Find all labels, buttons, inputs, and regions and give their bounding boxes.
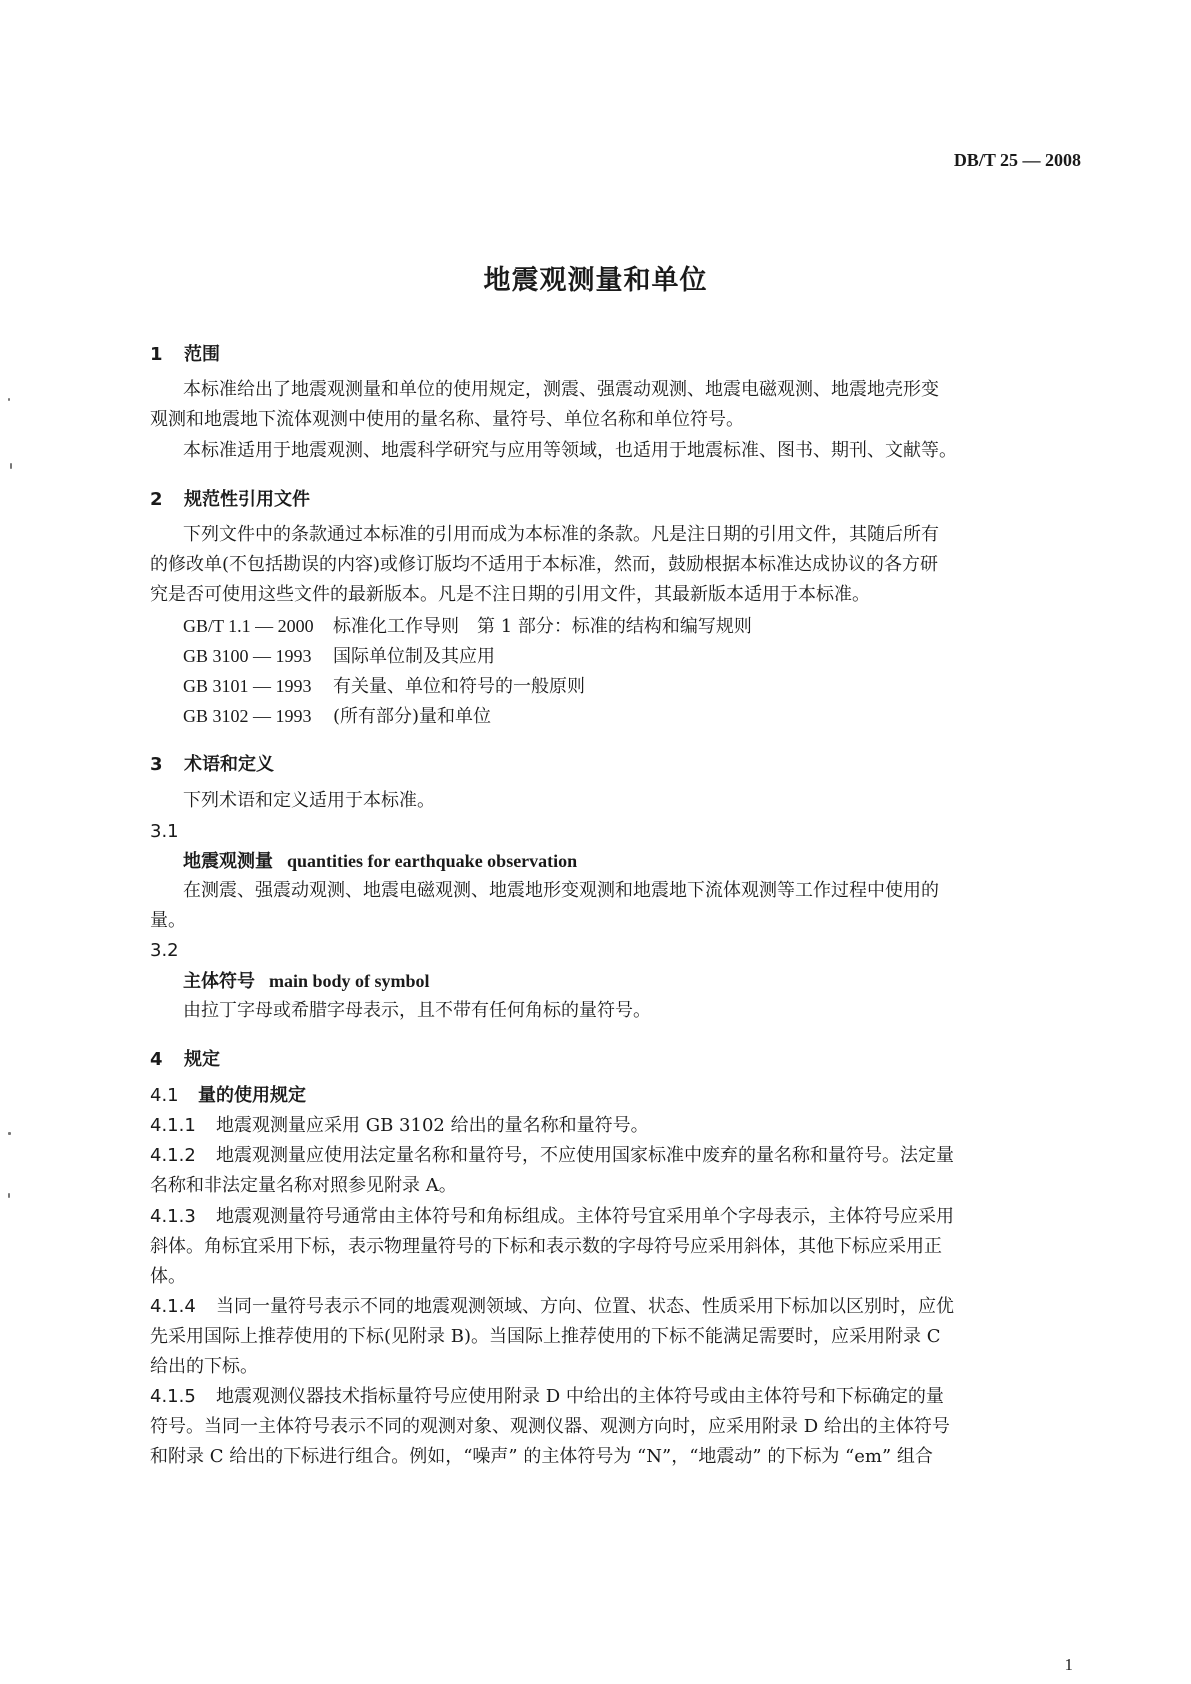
scan-speck (10, 463, 12, 469)
clause-line: 给出的下标。 (150, 1356, 258, 1377)
paragraph-line: 下列术语和定义适用于本标准。 (183, 790, 435, 811)
reference-code: GB/T 1.1 — 2000 (183, 616, 314, 636)
clause-text: 地震观测量符号通常由主体符号和角标组成。主体符号宜采用单个字母表示，主体符号应采用 (216, 1206, 954, 1227)
clause-line: 斜体。角标宜采用下标，表示物理量符号的下标和表示数的字母符号应采用斜体，其他下标应采用正 (150, 1236, 942, 1257)
subsection-number: 4.1 (150, 1085, 179, 1106)
term-definition: 量。 (150, 910, 186, 931)
reference-code: GB 3101 — 1993 (183, 676, 312, 696)
section-title: 规范性引用文件 (184, 489, 310, 510)
term-chinese: 主体符号 (183, 971, 255, 992)
subsection-heading (150, 1081, 306, 1111)
paragraph-line: 下列文件中的条款通过本标准的引用而成为本标准的条款。凡是注日期的引用文件，其随后所有 (183, 524, 939, 545)
reference-name: 标准化工作导则 第 1 部分：标准的结构和编写规则 (333, 616, 752, 637)
reference-item (183, 611, 752, 642)
section-number: 4 (150, 1049, 163, 1070)
section-heading-2 (150, 485, 310, 511)
clause-line: 体。 (150, 1266, 186, 1287)
section-title: 术语和定义 (184, 754, 274, 775)
reference-name: 有关量、单位和符号的一般原则 (333, 676, 585, 697)
section-title: 规定 (184, 1049, 220, 1070)
term-english: main body of symbol (269, 971, 430, 991)
paragraph-line: 观测和地震地下流体观测中使用的量名称、量符号、单位名称和单位符号。 (150, 409, 744, 430)
clause-line: 符号。当同一主体符号表示不同的观测对象、观测仪器、观测方向时，应采用附录 D 给出的主体符号 (150, 1416, 950, 1437)
clause-line (150, 1111, 649, 1141)
term-number: 3.1 (150, 821, 179, 842)
term-english: quantities for earthquake observation (287, 851, 578, 871)
section-title: 范围 (184, 344, 220, 365)
clause-text: 地震观测量应采用 GB 3102 给出的量名称和量符号。 (216, 1115, 649, 1136)
paragraph-line: 本标准给出了地震观测量和单位的使用规定，测震、强震动观测、地震电磁观测、地震地壳形变 (183, 379, 939, 400)
reference-code: GB 3102 — 1993 (183, 706, 312, 726)
clause-line (150, 1141, 954, 1171)
reference-item (183, 701, 491, 732)
clause-number: 4.1.1 (150, 1115, 196, 1136)
clause-line (150, 1202, 954, 1232)
clause-line (150, 1382, 944, 1412)
reference-name: (所有部分)量和单位 (333, 706, 492, 727)
reference-name: 国际单位制及其应用 (333, 646, 495, 667)
section-heading-1 (150, 340, 220, 366)
scan-speck (8, 398, 10, 401)
scan-speck (8, 1193, 10, 1198)
term-definition: 由拉丁字母或希腊字母表示，且不带有任何角标的量符号。 (183, 1000, 651, 1021)
clause-text: 当同一量符号表示不同的地震观测领域、方向、位置、状态、性质采用下标加以区别时，应优 (216, 1296, 954, 1317)
reference-item (183, 671, 585, 702)
scan-speck (8, 1132, 11, 1135)
page-title: 地震观测量和单位 (483, 265, 708, 296)
paragraph-line: 的修改单(不包括勘误的内容)或修订版均不适用于本标准，然而，鼓励根据本标准达成协议的各方研 (150, 554, 939, 575)
standard-code: DB/T 25 — 2008 (953, 150, 1081, 170)
clause-text: 地震观测仪器技术指标量符号应使用附录 D 中给出的主体符号或由主体符号和下标确定的量 (216, 1386, 944, 1407)
paragraph-line: 究是否可使用这些文件的最新版本。凡是不注日期的引用文件，其最新版本适用于本标准。 (150, 584, 870, 605)
term-definition: 在测震、强震动观测、地震电磁观测、地震地形变观测和地震地下流体观测等工作过程中使用的 (183, 880, 939, 901)
clause-text: 地震观测量应使用法定量名称和量符号，不应使用国家标准中废弃的量名称和量符号。法定量 (216, 1145, 954, 1166)
clause-line: 名称和非法定量名称对照参见附录 A。 (150, 1175, 457, 1196)
clause-line: 和附录 C 给出的下标进行组合。例如，“噪声” 的主体符号为 “N”，“地震动” 的下标为 “em” 组合 (150, 1446, 933, 1467)
clause-line (150, 1292, 954, 1322)
clause-number: 4.1.3 (150, 1206, 196, 1227)
reference-code: GB 3100 — 1993 (183, 646, 312, 666)
term-entry (183, 846, 577, 877)
clause-line: 先采用国际上推荐使用的下标(见附录 B)。当国际上推荐使用的下标不能满足需要时，应采用附录 C (150, 1326, 941, 1347)
paragraph-line: 本标准适用于地震观测、地震科学研究与应用等领域，也适用于地震标准、图书、期刊、文献等。 (183, 440, 957, 461)
section-heading-4 (150, 1045, 220, 1071)
term-number: 3.2 (150, 940, 179, 961)
term-entry (183, 966, 430, 997)
section-number: 3 (150, 754, 163, 775)
section-number: 1 (150, 344, 163, 365)
reference-item (183, 641, 495, 672)
subsection-title: 量的使用规定 (198, 1085, 306, 1106)
page-number: 1 (1064, 1655, 1073, 1674)
clause-number: 4.1.5 (150, 1386, 196, 1407)
clause-number: 4.1.4 (150, 1296, 196, 1317)
clause-number: 4.1.2 (150, 1145, 196, 1166)
term-chinese: 地震观测量 (183, 851, 273, 872)
section-number: 2 (150, 489, 163, 510)
section-heading-3 (150, 750, 274, 776)
